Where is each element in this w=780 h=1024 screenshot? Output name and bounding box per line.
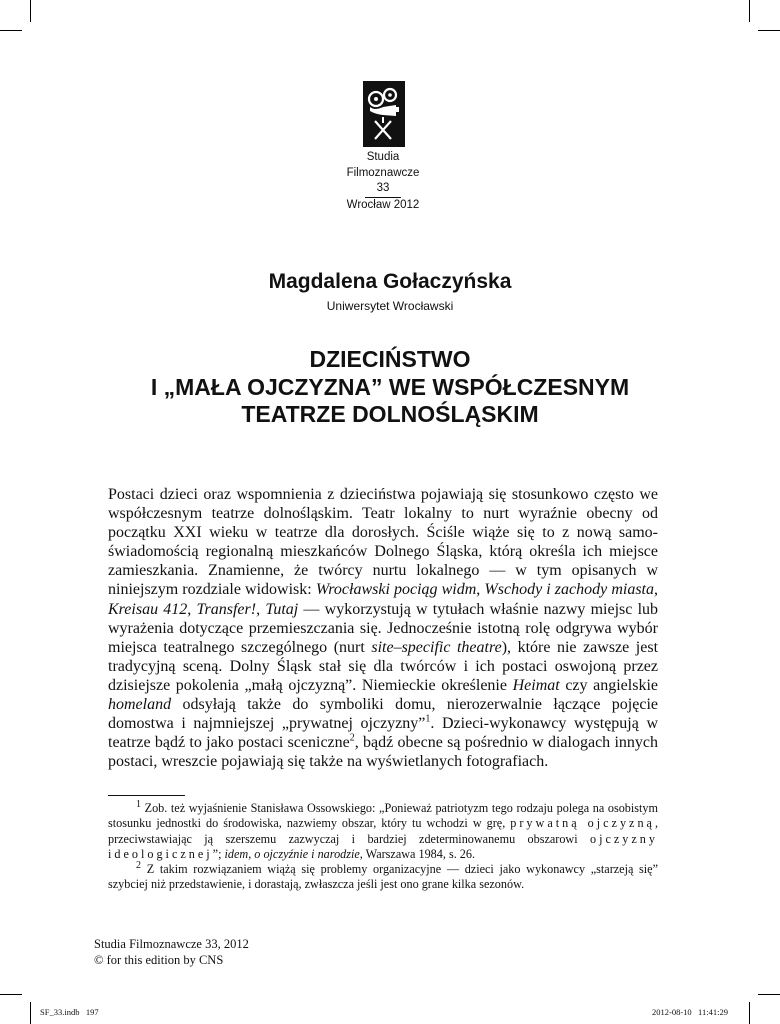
footnote-text: , przeciwstawiając ją szerszemu zazwyczaj i bardziej zdeterminowanemu obszarowi [108, 816, 658, 846]
play-title: Transfer! [196, 600, 257, 618]
footnote-number: 1 [136, 798, 141, 810]
body-text-run: ), które nie zawsze jest tradycyjną sceną. Dolny Śląsk stał się dla twórców i ich postaci oswojoną przez dzisiejsze pokolenia „małą ojczyzną”. Niemieckie określenie [108, 638, 659, 694]
footer-copyright: © for this edition by CNS [94, 953, 224, 967]
page-footer [94, 936, 249, 968]
author-name: Magdalena Gołaczyńska [268, 270, 512, 293]
journal-info [300, 150, 466, 213]
journal-name-line1: Studia [366, 151, 400, 163]
play-title: Kreisau 412 [108, 600, 188, 618]
journal-place-year: Wrocław 2012 [346, 198, 420, 211]
footnote-1 [108, 798, 658, 862]
footnote-number: 2 [136, 860, 141, 872]
author-affiliation: Uniwersytet Wrocławski [326, 299, 454, 313]
print-slug-date: 2012-08-10 11:41:29 [652, 1007, 728, 1017]
body-text-run: odsyłają także do symboliki domu, nierozerwalnie łączące pojęcie domostwa i najmniejszej „prywatnej ojczyzny” [108, 696, 658, 733]
body-text-run: , bądź obecne są pośrednio w dialogach innych postaci, wreszcie pojawiają się także na wyświetlanych fotografiach. [108, 734, 659, 771]
body-text-run: — wykorzystują w tytułach właśnie nazwy miejsc lub wyrażenia dotyczące przemieszczania się. Jednocześnie istotną rolę odgrywa wybór miejsca teatralnego szczególnego (nurt [108, 600, 659, 656]
crop-mark [30, 0, 31, 22]
crop-mark [758, 994, 780, 995]
journal-name-line2: Filmoznawcze [346, 166, 420, 179]
body-text-run: , [256, 600, 266, 618]
body-text-run: , [654, 581, 659, 599]
play-title: Tutaj [265, 600, 299, 618]
footer-journal: Studia Filmoznawcze 33, 2012 [94, 937, 249, 951]
footnote-text: Z takim rozwiązaniem wiążą się problemy organizacyjne — dzieci jako wykonawcy „starzeją się” szybciej niż przedstawienie, i dorastają, zwłaszcza jeśli jest ono grane kilka sezonów. [108, 862, 658, 892]
crop-mark [758, 30, 780, 31]
footnote-text: , Warszawa 1984, s. 26. [359, 846, 476, 861]
journal-volume: 33 [365, 181, 402, 198]
body-text-run: . Dzieci-wykonawcy występują w teatrze bądź to jako postaci sceniczne [108, 715, 658, 752]
play-title: Wrocławski pociąg widm [315, 581, 477, 599]
spaced-term: ojczyzny ideologicznej [108, 831, 658, 861]
footnotes [108, 798, 658, 893]
footnote-2 [108, 862, 658, 893]
body-text-run: czy angielskie [559, 676, 658, 694]
body-text-run: , [187, 600, 197, 618]
italic-term: idem [224, 846, 249, 861]
crop-mark [0, 994, 22, 995]
crop-mark [749, 1002, 750, 1024]
footnote-text: Zob. też wyjaśnienie Stanisława Ossowskiego: „Ponieważ patriotyzm tego rodzaju polega na osobistym stosunku jednostki do środowiska, nazwiemy obszar, który tu wchodzi w grę, [108, 801, 658, 831]
italic-term: site–specific theatre [371, 638, 502, 656]
book-title: o ojczyźnie i narodzie [254, 846, 360, 861]
crop-mark [0, 30, 22, 31]
footnote-divider [108, 795, 185, 796]
body-text-run: , [476, 581, 485, 599]
film-camera-logo-icon [363, 81, 405, 147]
footnote-text: , [248, 846, 255, 861]
footnote-text: ”; [212, 846, 225, 861]
footnote-ref[interactable]: 1 [425, 713, 431, 725]
title-line: TEATRZE DOLNOŚLĄSKIM [241, 401, 539, 427]
italic-term: homeland [108, 696, 172, 714]
title-line: I „MAŁA OJCZYZNA” WE WSPÓŁCZESNYM [150, 373, 630, 400]
spaced-term: prywatną ojczyzną [510, 816, 655, 831]
footnote-ref[interactable]: 2 [349, 732, 355, 744]
body-text-run: Postaci dzieci oraz wspomnienia z dzieciństwa pojawiają się stosunkowo często we współczesnym teatrze dolnośląskim. Teatr lokalny to nurt wyraźnie obecny od początku XXI wieku w teatrze dla dorosłych. Ściśle wiąże się to z nową samo-świadomością regionalną mieszkańców Dolnego Śląska, którą określa ich miejsce zamieszkania. Znamienne, że twórcy nurtu lokalnego — w tym opisanych w niniejszym rozdziale widowisk: [108, 486, 658, 599]
crop-mark [749, 0, 750, 22]
print-slug-file: SF_33.indb 197 [40, 1007, 99, 1017]
crop-mark [30, 1002, 31, 1024]
title-line: DZIECIŃSTWO [309, 346, 471, 372]
body-paragraph [108, 485, 658, 771]
play-title: Wschody i zachody miasta [484, 581, 655, 599]
italic-term: Heimat [512, 676, 560, 694]
article-title [0, 346, 780, 429]
